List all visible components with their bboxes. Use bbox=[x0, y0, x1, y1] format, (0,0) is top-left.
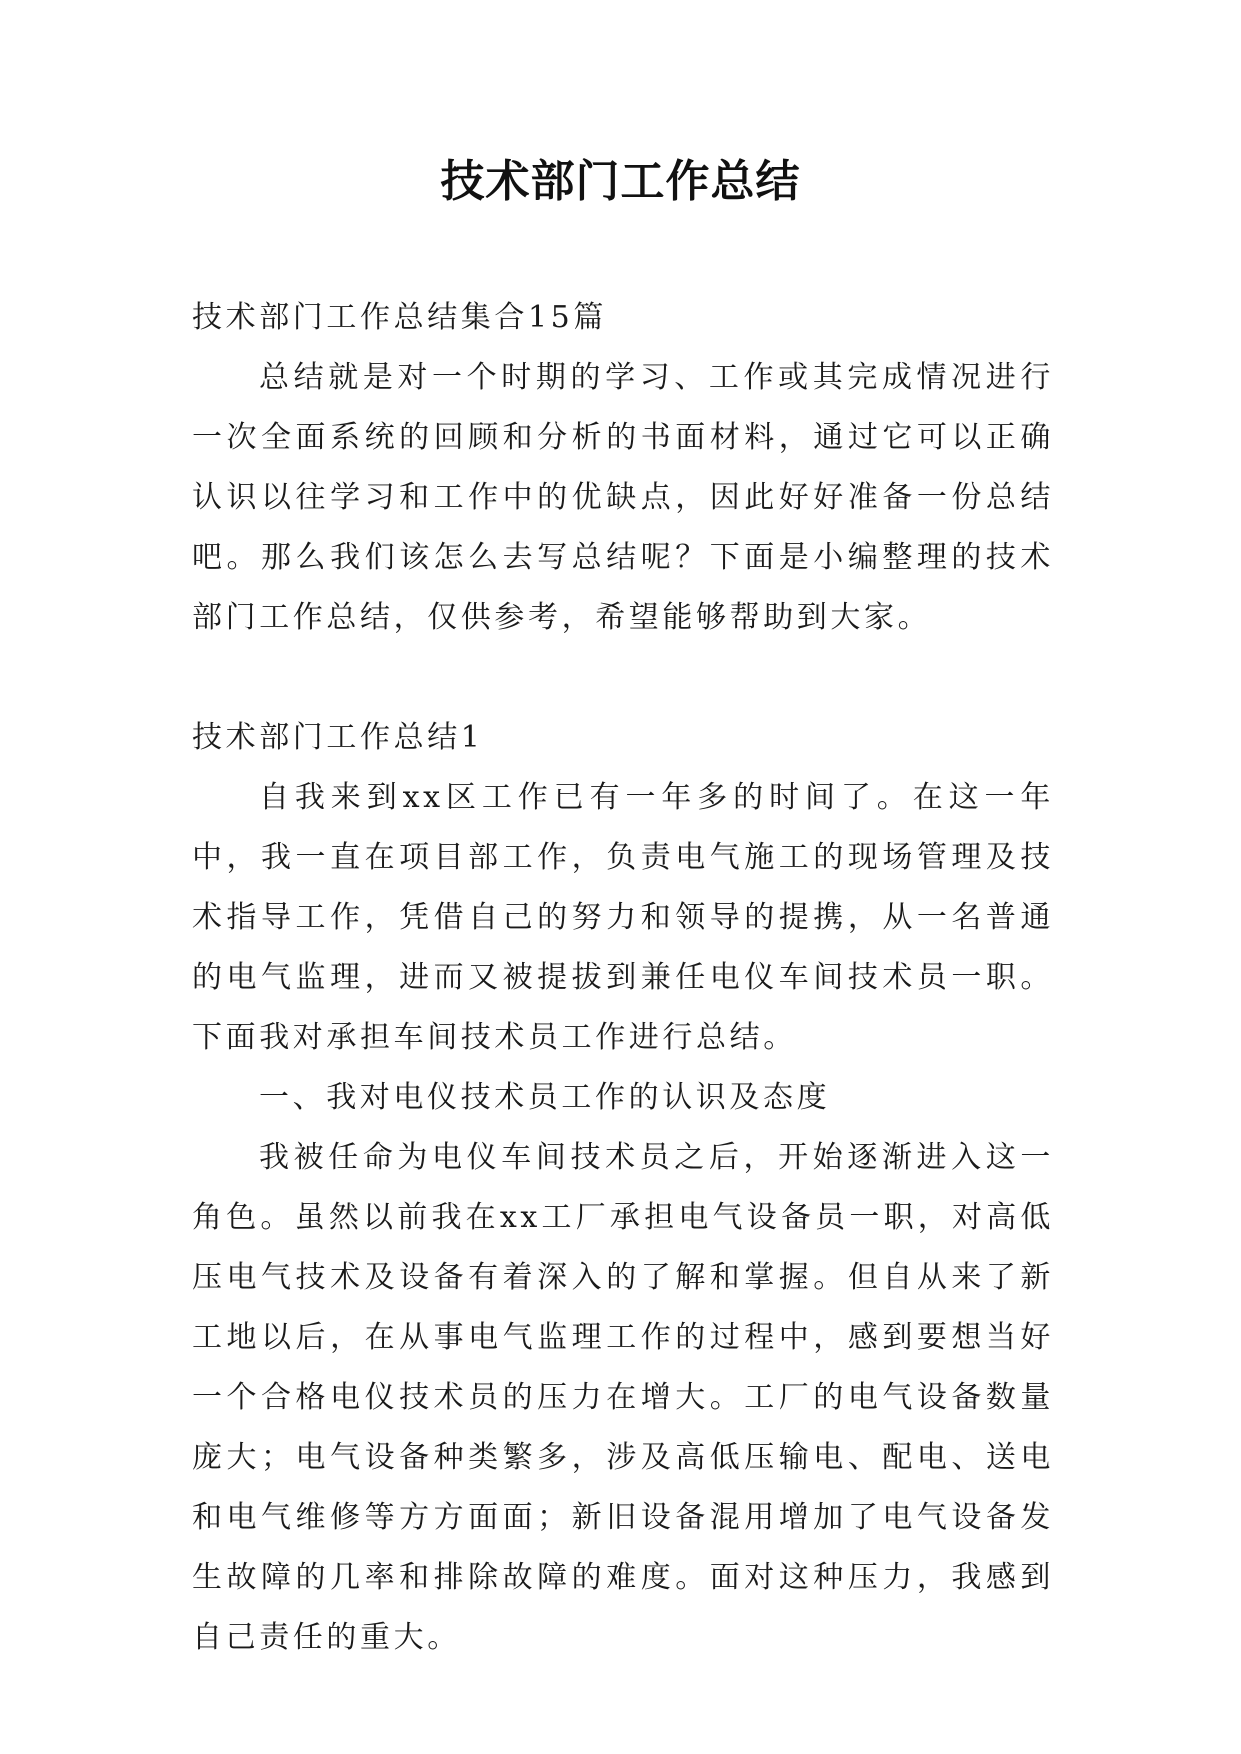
section-1-paragraph-2: 我被任命为电仪车间技术员之后，开始逐渐进入这一角色。虽然以前我在xx工厂承担电气设备员一职，对高低压电气技术及设备有着深入的了解和掌握。但自从来了新工地以后，在从事电气监理工作的过程中，感到要想当好一个合格电仪技术员的压力在增大。工厂的电气设备数量庞大；电气设备种类繁多，涉及高低压输电、配电、送电和电气维修等方方面面；新旧设备混用增加了电气设备发生故障的几率和排除故障的难度。面对这种压力，我感到自己责任的重大。 bbox=[192, 1140, 1054, 1655]
section-spacer bbox=[192, 648, 1054, 708]
document-body bbox=[192, 288, 1054, 1668]
document-title: 技术部门工作总结 bbox=[440, 156, 801, 207]
section-1-heading: 技术部门工作总结1 bbox=[192, 720, 484, 755]
section-1-subheading: 一、我对电仪技术员工作的认识及态度 bbox=[259, 1080, 831, 1115]
collection-heading: 技术部门工作总结集合15篇 bbox=[192, 300, 607, 335]
section-1-paragraph-1: 自我来到xx区工作已有一年多的时间了。在这一年中，我一直在项目部工作，负责电气施工的现场管理及技术指导工作，凭借自己的努力和领导的提携，从一名普通的电气监理，进而又被提拔到兼任电仪车间技术员一职。下面我对承担车间技术员工作进行总结。 bbox=[192, 780, 1054, 1055]
intro-paragraph: 总结就是对一个时期的学习、工作或其完成情况进行一次全面系统的回顾和分析的书面材料，通过它可以正确认识以往学习和工作中的优缺点，因此好好准备一份总结吧。那么我们该怎么去写总结呢？下面是小编整理的技术部门工作总结，仅供参考，希望能够帮助到大家。 bbox=[192, 360, 1054, 635]
